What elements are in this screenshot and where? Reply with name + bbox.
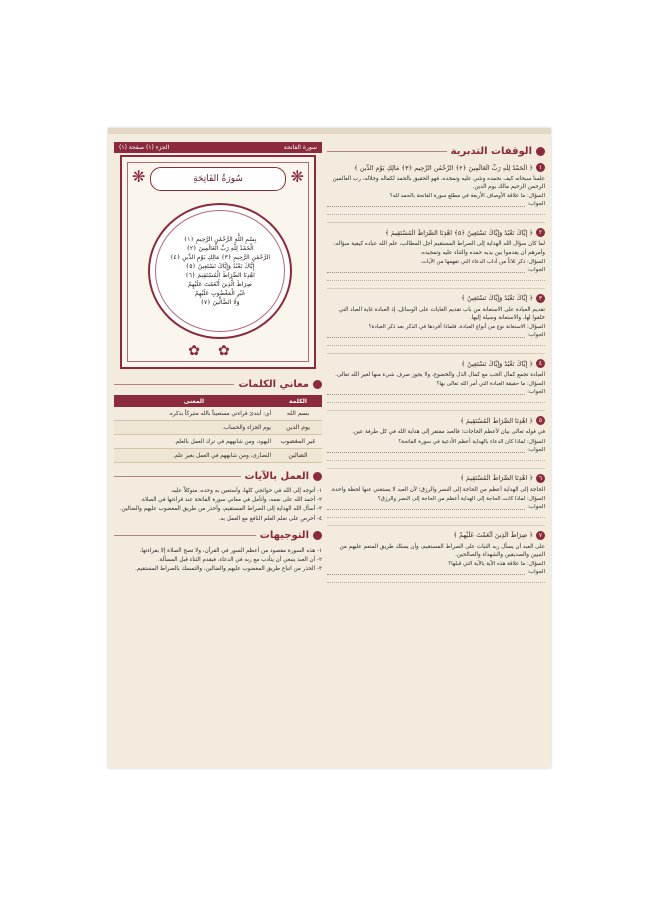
action-point: ١- أتوجه إلى الله في حوائجي كلها، وأستعين به وحده، متوكلاً عليه. [170,488,322,494]
reflection-text: علمنا سبحانه كيف نحمده ونثني عليه ونمجده، فهو الحقيق بالحمد لكماله وجلاله، رب العالمين الرحمن الرحيم مالك يوم الدين. [332,176,545,191]
answer-line [327,388,545,396]
answer-label: الجواب: [527,201,545,208]
answer-blank[interactable] [327,267,525,273]
item-number-badge: ١ [536,163,545,172]
word-cell: يوم الدين [274,421,322,435]
question-text: السؤال: لماذا كان الدعاء بالهداية أعظم الأدعية في سورة الفاتحة؟ [398,438,545,445]
corner-ornament-icon: ❋ [290,167,304,186]
answer-line-blank [327,396,545,404]
answer-blank[interactable] [327,512,545,518]
verse-line: الْحَمْدُ لِلَّهِ رَبِّ الْعَالَمِينَ ﴿٢﴾ [186,245,254,252]
item-number-badge: ٤ [536,359,545,368]
right-column [327,142,545,758]
ayah-text: ﴿ إِيَّاكَ نَعْبُدُ وَإِيَّاكَ نَسْتَعِينُ ﴾ [461,294,533,303]
juz-page-label: الجزء (١) صفحة (١) [119,144,170,151]
ayah-line [327,358,545,369]
ayah-text: ﴿ الْحَمْدُ لِلَّهِ رَبِّ الْعَالَمِينَ ﴿٢﴾ الرَّحْمَٰنِ الرَّحِيمِ ﴿٣﴾ مَالِكِ يَوْمِ الدِّينِ ﴾ [353,163,533,172]
action-point: ٢- أحمد الله على نعمه، وأتأمل في معاني سورة الفاتحة عند قراءتها في الصلاة. [140,497,322,504]
section-bullet-icon [313,380,322,389]
answer-label: الجواب: [527,389,545,396]
question-text: السؤال: لماذا كانت الحاجة إلى الهداية أعظم من الحاجة إلى النصر والرزق؟ [377,495,545,502]
tadabbur-item [327,227,545,281]
ayah-line [327,415,545,426]
tadabbur-item [327,415,545,461]
answer-line-blank [327,208,545,216]
verse-line: إِيَّاكَ نَعْبُدُ وَإِيَّاكَ نَسْتَعِينُ ﴿٥﴾ [185,263,255,270]
ayah-text: ﴿ إِيَّاكَ نَعْبُدُ وَإِيَّاكَ نَسْتَعِينُ ﴾ [461,359,533,368]
section-bullet-icon [536,147,545,156]
tadabbur-item [327,530,545,584]
table-row [114,407,322,421]
verse-line: بِسْمِ اللَّهِ الرَّحْمَٰنِ الرَّحِيمِ ﴿١﴾ [183,236,257,243]
word-meanings-table [114,395,322,463]
answer-line [327,446,545,454]
item-separator [327,525,545,526]
verse-medallion-inner [155,210,285,332]
section-rule [327,151,447,152]
item-separator [327,222,545,223]
action-list [114,487,322,523]
reflection-text: لما كان سؤال الله الهداية إلى الصراط المستقيم أجل المطالب، علم الله عباده كيفية سؤاله، وأمرهم أن يقدموا بين يديه حمده والثناء عليه وتمجيده. [333,241,545,256]
surah-frame [120,155,316,369]
answer-line-blank [327,576,545,584]
meaning-cell: اليهود، ومن شابههم في ترك العمل بالعلم. [114,435,274,449]
meaning-cell: أي: أبتدئ قراءتي مستعيناً بالله متبركاً بذكره. [114,407,274,421]
word-cell: الضالين [274,449,322,463]
answer-line [327,200,545,208]
answer-blank[interactable] [327,275,545,281]
answer-label: الجواب: [527,332,545,339]
book-page [108,128,551,768]
answer-line-blank [327,339,545,347]
tadabbur-list [327,162,545,584]
answer-label: الجواب: [527,569,545,576]
meaning-cell: النصارى، ومن شابههم في العمل بغير علم. [114,449,274,463]
answer-line-blank [327,511,545,519]
section-header-meanings [114,377,322,391]
answer-blank[interactable] [327,201,525,207]
tadabbur-item [327,473,545,519]
bottom-ornament-icon: ✿✿ [188,343,248,359]
section-title: معاني الكلمات [238,378,309,390]
verse-medallion [148,203,292,339]
answer-blank[interactable] [327,577,545,583]
question-text: السؤال: الاستعانة نوع من أنواع العبادة، فلماذا أفردها في الذكر بعد ذكر العبادة؟ [368,324,545,331]
answer-line-blank [327,454,545,462]
surah-title: سُورَةُ الفَاتِحَةِ [150,167,286,191]
meaning-cell: يوم الجزاء والحساب. [114,421,274,435]
item-separator [327,288,545,289]
ayah-text: ﴿ صِرَاطَ الَّذِينَ أَنْعَمْتَ عَلَيْهِمْ ﴾ [453,531,533,540]
surah-name-label: سورة الفاتحة [283,144,317,151]
guidance-point: ١- هذه السورة مقصود من أعظم السور في القرآن، ولا تصح الصلاة إلا بقراءتها. [139,547,322,554]
item-number-badge: ٢ [536,228,545,237]
answer-blank[interactable] [327,340,545,346]
verse-line: غَيْرِ الْمَغْضُوبِ عَلَيْهِمْ [194,290,246,297]
ayah-text: ﴿ اهْدِنَا الصِّرَاطَ الْمُسْتَقِيمَ ﴾ [460,474,533,483]
ayah-line [327,162,545,173]
action-point: ٣- أسأل الله الهداية إلى الصراط المستقيم، وأحذر من طريق المغضوب عليهم والضالين. [119,506,322,513]
guidance-point: ٢- أن العبد ينبغي أن يتأدب مع ربه في الدعاء، فيقدم الثناء قبل المسألة. [157,557,322,564]
answer-blank[interactable] [327,455,545,461]
item-number-badge: ٣ [536,294,545,303]
item-number-badge: ٦ [536,474,545,483]
corner-ornament-icon: ❋ [132,167,146,186]
answer-line [327,266,545,274]
reflection-text: العبادة تجمع كمال الحب مع كمال الذل والخضوع، ولا يجوز صرف شيء منها لغير الله تعالى. [335,372,545,379]
page-top-border [108,128,551,134]
answer-label: الجواب: [527,503,545,510]
answer-line [327,568,545,576]
section-bullet-icon [313,472,322,481]
tadabbur-item [327,293,545,347]
reflection-text: في قوله تعالى بيان لأعظم الحاجات؛ فالعبد مفتقر إلى هداية الله في كل طرفة عين. [352,429,545,436]
answer-blank[interactable] [327,332,525,338]
answer-label: الجواب: [527,266,545,273]
question-text: السؤال: ذكر ثلاثاً من آداب الدعاء التي تفهمها من الآيات. [420,258,545,265]
answer-blank[interactable] [327,389,525,395]
section-header-tadabbur [327,144,545,158]
answer-line [327,503,545,511]
item-separator [327,353,545,354]
section-bullet-icon [313,531,322,540]
item-separator [327,410,545,411]
section-header-action [114,469,322,483]
word-cell: غير المغضوب [274,435,322,449]
verse-line: الرَّحْمَٰنِ الرَّحِيمِ ﴿٣﴾ مَالِكِ يَوْمِ الدِّينِ ﴿٤﴾ [169,254,271,261]
ayah-text: ﴿ اهْدِنَا الصِّرَاطَ الْمُسْتَقِيمَ ﴾ [460,416,533,425]
left-column [114,142,322,758]
answer-line-blank [327,274,545,282]
verse-line: صِرَاطَ الَّذِينَ أَنْعَمْتَ عَلَيْهِمْ [188,281,252,288]
table-row [114,449,322,463]
ayah-text: ﴿ إِيَّاكَ نَعْبُدُ وَإِيَّاكَ نَسْتَعِينُ ﴿٥﴾ اهْدِنَا الصِّرَاطَ الْمُسْتَقِيمَ ﴾ [385,228,533,237]
section-header-guidance [114,529,322,543]
ayah-line [327,227,545,238]
surah-frame-header [114,142,322,153]
answer-blank[interactable] [327,569,525,575]
table-row [114,421,322,435]
answer-line [327,331,545,339]
column-header-word: الكلمة [274,395,322,407]
question-text: السؤال: ما علاقة الأوصاف الأربعة في مطلع سورة الفاتحة بالحمد لله؟ [389,193,545,200]
ayah-line [327,473,545,484]
verse-line: وَلَا الضَّالِّينَ ﴿٧﴾ [200,299,240,306]
table-row [114,435,322,449]
answer-blank[interactable] [327,397,545,403]
ayah-line [327,530,545,541]
section-rule [114,384,234,385]
action-point: ٤- أحرص على تعلم العلم النافع مع العمل به. [218,515,322,522]
reflection-text: الحاجة إلى الهداية أعظم من الحاجة إلى النصر والرزق؛ لأن العبد لا يستغني عنها لحظة واحدة. [330,486,545,493]
item-number-badge: ٧ [536,531,545,540]
answer-blank[interactable] [327,209,545,215]
ayah-line [327,293,545,304]
item-number-badge: ٥ [536,416,545,425]
item-separator [327,468,545,469]
word-meanings-body [114,407,322,463]
question-text: السؤال: ما حقيقة العبادة التي أمر الله تعالى بها؟ [436,381,545,388]
column-header-meaning: المعنى [114,395,274,407]
section-rule [114,476,241,477]
answer-label: الجواب: [527,446,545,453]
section-title: الوقفات التدبرية [450,145,532,157]
tadabbur-item [327,358,545,404]
tadabbur-item [327,162,545,216]
verse-line: اهْدِنَا الصِّرَاطَ الْمُسْتَقِيمَ ﴿٦﴾ [185,272,255,279]
word-cell: بسم الله [274,407,322,421]
section-title: العمل بالآيات [244,470,309,482]
section-rule [114,535,256,536]
guidance-list [114,547,322,574]
question-text: السؤال: ما علاقة هذه الآية بالآية التي قبلها؟ [448,561,545,568]
section-title: التوجيهات [259,530,309,542]
answer-blank[interactable] [327,447,525,453]
guidance-point: ٣- الحذر من اتباع طريق المغضوب عليهم والضالين، والتمسك بالصراط المستقيم. [135,566,322,573]
reflection-text: تقديم العبادة على الاستعانة من باب تقديم الغايات على الوسائل، إذ العبادة غاية العباد التي خلقوا لها، والاستعانة وسيلة إليها. [338,306,545,322]
answer-blank[interactable] [327,504,525,510]
reflection-text: على العبد أن يسأل ربه الثبات على الصراط المستقيم، وأن يسلك طريق المنعم عليهم من النبيين والصديقين والشهداء والصالحين. [339,543,545,559]
